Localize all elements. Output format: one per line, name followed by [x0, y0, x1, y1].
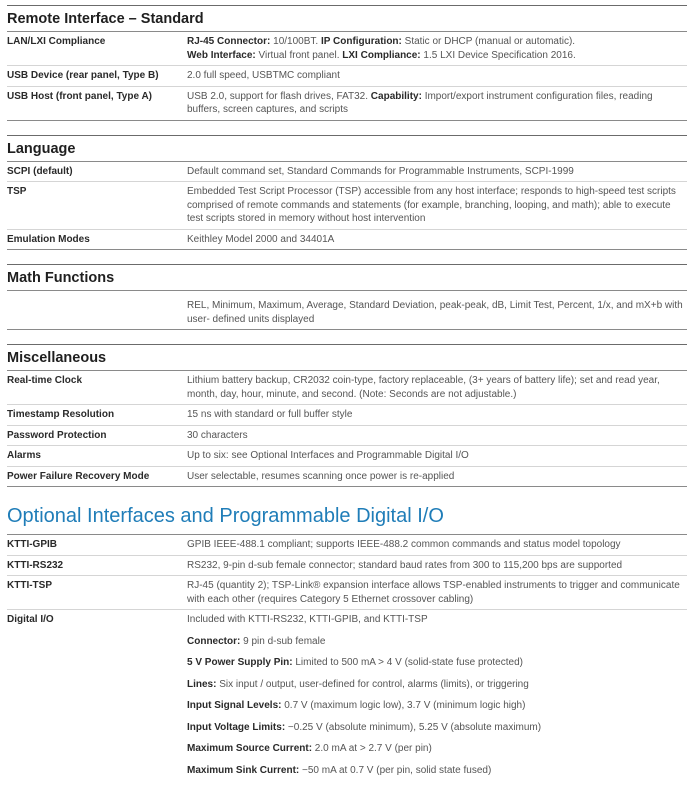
- spec-page: [7, 5, 687, 781]
- spec-label: USB Host (front panel, Type A): [7, 90, 152, 102]
- spec-text: 2.0 full speed, USBTMC compliant: [187, 70, 340, 81]
- spec-text: Limited to 500 mA > 4 V (solid-state fuse protected): [292, 657, 523, 668]
- section-title: Miscellaneous: [7, 344, 687, 371]
- spec-key: Web Interface:: [187, 49, 256, 61]
- spec-label: TSP: [7, 186, 27, 197]
- spec-value: Lithium battery backup, CR2032 coin-type, factory replaceable, (3+ years of battery life); set and read year, month, day, hour, minute, and second. (Note: Seconds are not adjustable.): [187, 375, 660, 400]
- spec-label: USB Device (rear panel, Type B): [7, 70, 159, 81]
- section-heading: Optional Interfaces and Programmable Digital I/O: [7, 504, 687, 535]
- spec-value: REL, Minimum, Maximum, Average, Standard Deviation, peak-peak, dB, Limit Test, Percent, 1/x, and mX+b with user- defined units displayed: [187, 300, 683, 325]
- dio-line: [187, 652, 687, 674]
- spec-label: SCPI (default): [7, 165, 73, 177]
- spec-key: 5 V Power Supply Pin:: [187, 657, 293, 668]
- section-title: Remote Interface – Standard: [7, 5, 687, 32]
- spec-text: Six input / output, user-defined for control, alarms (limits), or triggering: [216, 678, 529, 690]
- spec-value: GPIB IEEE-488.1 compliant; supports IEEE-488.2 common commands and status model topology: [187, 539, 621, 550]
- section-title: Math Functions: [7, 264, 687, 291]
- spec-label: KTTI-TSP: [7, 580, 52, 591]
- spec-label: Power Failure Recovery Mode: [7, 470, 150, 482]
- spec-text: 0.7 V (maximum logic low), 3.7 V (minimum logic high): [281, 700, 526, 711]
- spec-key: Capability:: [370, 90, 422, 102]
- spec-key: Maximum Sink Current:: [187, 764, 300, 776]
- spec-value: 15 ns with standard or full buffer style: [187, 409, 353, 420]
- spec-text: Import/export instrument configuration files, reading buffers, screen captures, and scripts: [187, 90, 653, 115]
- spec-key: IP Configuration:: [320, 36, 402, 47]
- spec-row: [7, 371, 687, 405]
- spec-label: Digital I/O: [7, 614, 54, 625]
- spec-text: 9 pin d-sub female: [240, 635, 326, 647]
- spec-key: Input Signal Levels:: [187, 700, 282, 711]
- spec-row: [7, 576, 687, 610]
- spec-key: LXI Compliance:: [342, 49, 421, 61]
- spec-key: Maximum Source Current:: [187, 743, 313, 754]
- spec-text: 10/100BT.: [270, 36, 321, 47]
- spec-label: KTTI-GPIB: [7, 539, 57, 550]
- section-miscellaneous: [7, 344, 687, 487]
- section-language: [7, 135, 687, 251]
- spec-text: −0.25 V (absolute minimum), 5.25 V (absolute maximum): [285, 721, 542, 733]
- spec-value: RS232, 9-pin d-sub female connector; standard baud rates from 300 to 115,200 bps are supported: [187, 559, 623, 571]
- spec-key: Lines:: [187, 678, 217, 690]
- spec-value: Keithley Model 2000 and 34401A: [187, 233, 335, 245]
- spec-row: [7, 32, 687, 66]
- spec-text: 2.0 mA at > 2.7 V (per pin): [312, 743, 432, 754]
- dio-line: [187, 717, 687, 739]
- spec-text: Included with KTTI-RS232, KTTI-GPIB, and KTTI-TSP: [187, 614, 428, 625]
- spec-value: 30 characters: [187, 429, 248, 441]
- spec-row: [7, 66, 687, 87]
- spec-text: Static or DHCP (manual or automatic).: [401, 36, 576, 47]
- spec-row: [7, 87, 687, 121]
- spec-key: RJ-45 Connector:: [187, 36, 271, 47]
- spec-text: 1.5 LXI Device Specification 2016.: [420, 49, 576, 61]
- spec-text: USB 2.0, support for flash drives, FAT32.: [187, 90, 371, 102]
- spec-row-digital-io: [7, 610, 687, 781]
- spec-row: [7, 467, 687, 488]
- section-optional-interfaces: [7, 504, 687, 781]
- dio-line: [187, 695, 687, 717]
- spec-value: [187, 66, 687, 86]
- spec-row: [7, 446, 687, 467]
- spec-value: [187, 610, 687, 781]
- dio-line: [187, 674, 687, 696]
- spec-label: Password Protection: [7, 429, 107, 441]
- dio-line: [187, 631, 687, 653]
- spec-label: Real-time Clock: [7, 375, 83, 386]
- section-title: Language: [7, 135, 687, 162]
- spec-label: KTTI-RS232: [7, 559, 64, 571]
- spacer: [7, 487, 687, 504]
- spec-key: Connector:: [187, 635, 241, 647]
- dio-line: [187, 738, 687, 760]
- spec-value: Default command set, Standard Commands for Programmable Instruments, SCPI-1999: [187, 165, 574, 177]
- spec-value: [187, 87, 687, 120]
- spec-label: Alarms: [7, 450, 41, 461]
- spec-label: [7, 296, 187, 329]
- spec-row: [7, 162, 687, 183]
- section-remote-interface: [7, 5, 687, 121]
- spec-row: [7, 291, 687, 330]
- spec-text: Virtual front panel.: [255, 49, 343, 61]
- spec-row: [7, 405, 687, 426]
- spec-row: [7, 535, 687, 556]
- spec-row: [7, 182, 687, 230]
- spec-row: [7, 230, 687, 251]
- dio-line: [187, 760, 687, 782]
- spacer: [7, 121, 687, 135]
- spec-value: Embedded Test Script Processor (TSP) accessible from any host interface; responds to high-speed test scripts comprised of remote commands and statements (for example, branching, looping, and math); able to execute test scripts stored in memory without host intervention: [187, 186, 676, 224]
- spec-text: −50 mA at 0.7 V (per pin, solid state fused): [299, 764, 492, 776]
- spacer: [7, 250, 687, 264]
- section-math-functions: [7, 264, 687, 330]
- dio-line: [187, 610, 687, 631]
- spec-key: Input Voltage Limits:: [187, 721, 286, 733]
- spec-value: RJ-45 (quantity 2); TSP-Link® expansion interface allows TSP-enabled instruments to trigger and communicate with each other (requires Category 5 Ethernet crossover cabling): [187, 580, 680, 605]
- spacer: [7, 330, 687, 344]
- spec-value: [187, 32, 687, 65]
- spec-label: LAN/LXI Compliance: [7, 36, 106, 47]
- spec-row: [7, 556, 687, 577]
- spec-label: Emulation Modes: [7, 233, 90, 245]
- spec-value: Up to six: see Optional Interfaces and Programmable Digital I/O: [187, 450, 469, 461]
- spec-row: [7, 426, 687, 447]
- spec-label: Timestamp Resolution: [7, 409, 115, 420]
- spec-value: User selectable, resumes scanning once power is re-applied: [187, 470, 455, 482]
